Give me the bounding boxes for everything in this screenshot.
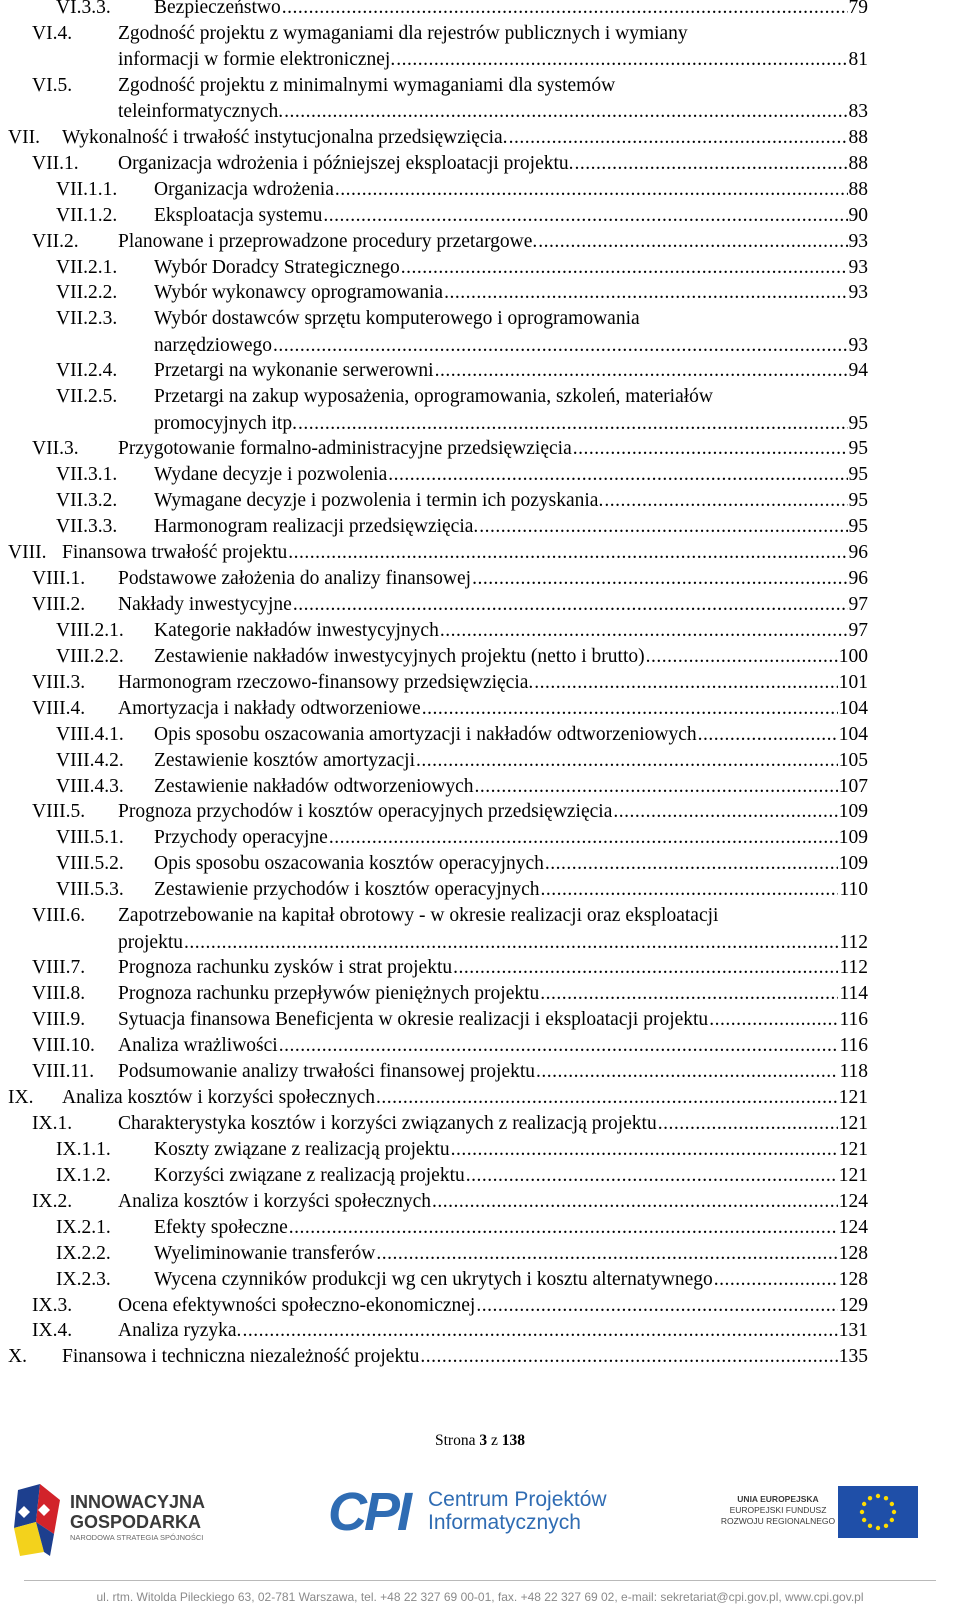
toc-entry-title: Finansowa i techniczna niezależność projektu	[62, 1346, 420, 1368]
toc-leader-dots	[479, 514, 847, 541]
eu-star-icon	[890, 1518, 894, 1522]
toc-entry-title: Wydane decyzje i pozwolenia	[154, 464, 388, 486]
toc-page-number: 95	[848, 464, 868, 486]
toc-entry-number: VII.2.1.	[56, 256, 118, 278]
toc-entry-number: VIII.2.	[32, 593, 86, 615]
toc-entry-number: VIII.9.	[32, 1009, 86, 1031]
toc-page-number: 116	[839, 1009, 868, 1031]
toc-page-number: 93	[848, 256, 868, 278]
eu-star-icon	[862, 1502, 866, 1506]
toc-entry-title: Koszty związane z realizacją projektu	[154, 1138, 450, 1160]
toc-entry[interactable]	[32, 1059, 868, 1086]
toc-entry-number: VIII.5.3.	[56, 879, 124, 901]
toc-entry-title: Zestawienie nakładów inwestycyjnych projektu (netto i brutto)	[154, 645, 645, 667]
eu-star-icon	[876, 1494, 880, 1498]
toc-entry[interactable]	[8, 540, 868, 567]
toc-leader-dots	[279, 1033, 839, 1060]
toc-page-number: 97	[848, 593, 868, 615]
toc-page-number: 116	[839, 1035, 868, 1056]
toc-entry[interactable]	[56, 1267, 868, 1294]
toc-entry-title: Charakterystyka kosztów i korzyści związanych z realizacją projektu	[118, 1112, 657, 1134]
toc-page-number: 112	[839, 931, 868, 953]
page-number: Strona 3 z 138	[435, 1432, 525, 1449]
toc-entry-title: Wyeliminowanie transferów	[154, 1242, 376, 1264]
toc-entry-title: Ocena efektywności społeczno-ekonomicznej	[118, 1294, 476, 1316]
toc-entry-title: Wykonalność i trwałość instytucjonalna przedsięwzięcia.	[62, 126, 508, 148]
toc-entry-title: Prognoza rachunku zysków i strat projektu	[118, 957, 453, 979]
toc-entry-number: VII.1.2.	[56, 204, 118, 226]
toc-entry[interactable]	[56, 774, 868, 801]
toc-entry-title: Opis sposobu oszacowania amortyzacji i nakładów odtworzeniowych	[154, 723, 697, 745]
toc-entry-title: Przychody operacyjne	[154, 827, 328, 849]
toc-entry-number: VII.1.	[32, 152, 79, 174]
toc-entry-title: Zestawienie nakładów odtworzeniowych	[154, 775, 474, 797]
toc-leader-dots	[388, 462, 847, 489]
toc-page-number: 131	[838, 1320, 868, 1342]
toc-entry-title: Zestawienie przychodów i kosztów operacyjnych	[154, 879, 540, 901]
toc-page-number: 79	[848, 0, 868, 18]
toc-entry[interactable]	[32, 1033, 868, 1060]
toc-leader-dots	[646, 644, 838, 671]
toc-leader-dots	[288, 540, 847, 567]
toc-leader-dots	[453, 955, 838, 982]
toc-leader-dots	[538, 229, 847, 256]
toc-leader-dots	[698, 722, 838, 749]
toc-page-number: 95	[848, 438, 868, 460]
toc-page-number: 96	[848, 567, 868, 589]
toc-entry-title: Bezpieczeństwo	[154, 0, 281, 18]
toc-entry[interactable]	[56, 177, 868, 204]
toc-entry-title: Wybór Doradcy Strategicznego	[154, 256, 400, 278]
toc-entry-title: Kategorie nakładów inwestycyjnych	[154, 619, 439, 641]
toc-page-number: 88	[848, 152, 868, 174]
toc-entry-number: VII.1.1.	[56, 178, 118, 200]
toc-entry-title: Przetargi na zakup wyposażenia, oprogramowania, szkoleń, materiałów	[154, 386, 713, 408]
toc-entry-number: IX.2.	[32, 1190, 73, 1212]
toc-entry-title: informacji w formie elektronicznej.	[118, 49, 396, 71]
toc-entry-title: Zapotrzebowanie na kapitał obrotowy - w okresie realizacji oraz eksploatacji	[118, 905, 719, 927]
toc-entry-number: IX.3.	[32, 1294, 73, 1316]
toc-entry-title: Wymagane decyzje i pozwolenia i termin ich pozyskania.	[154, 490, 604, 512]
toc-page-number: 101	[838, 671, 868, 693]
toc-entry[interactable]	[8, 125, 868, 152]
toc-entry-number: VIII.4.3.	[56, 775, 124, 797]
toc-entry[interactable]	[32, 1189, 868, 1216]
toc-entry-title: Prognoza przychodów i kosztów operacyjnych przedsięwzięcia	[118, 801, 613, 823]
toc-entry-number: X.	[8, 1346, 27, 1368]
toc-page-number: 114	[839, 983, 868, 1005]
toc-leader-dots	[284, 99, 847, 126]
toc-entry-title: Opis sposobu oszacowania kosztów operacyjnych	[154, 853, 544, 875]
toc-entry[interactable]	[56, 255, 868, 282]
toc-entry-number: VII.2.4.	[56, 360, 118, 382]
toc-entry-number: VIII.5.2.	[56, 853, 124, 875]
toc-entry-number: VI.5.	[32, 74, 73, 96]
toc-entry-title: projektu	[118, 931, 183, 953]
toc-leader-dots	[536, 1059, 838, 1086]
toc-entry[interactable]	[56, 203, 868, 230]
toc-entry[interactable]	[32, 670, 868, 697]
toc-entry-number: VIII.6.	[32, 905, 86, 927]
toc-page-number: 96	[848, 541, 868, 563]
toc-entry[interactable]	[56, 280, 868, 307]
toc-leader-dots	[472, 566, 847, 593]
toc-entry-title: Korzyści związane z realizacją projektu	[154, 1164, 465, 1186]
toc-entry[interactable]	[8, 1085, 868, 1112]
toc-leader-dots	[444, 280, 847, 307]
toc-entry-title: Wycena czynników produkcji wg cen ukrytych i kosztu alternatywnego	[154, 1268, 713, 1290]
toc-page-number: 83	[848, 101, 868, 123]
toc-entry-number: VIII.11.	[32, 1060, 95, 1082]
toc-entry-number: VIII.4.2.	[56, 749, 124, 771]
toc-page-number: 128	[838, 1268, 868, 1290]
toc-entry-title: Zgodność projektu z minimalnymi wymaganiami dla systemów	[118, 74, 616, 96]
toc-entry-title: Organizacja wdrożenia	[154, 178, 334, 200]
toc-page-number: 95	[848, 490, 868, 512]
toc-entry[interactable]	[56, 1137, 868, 1164]
toc-entry[interactable]	[56, 851, 868, 878]
toc-entry-number: VIII.	[8, 541, 47, 563]
toc-page-number: 121	[838, 1138, 868, 1160]
eu-star-icon	[884, 1496, 888, 1500]
toc-entry[interactable]	[56, 1215, 868, 1242]
toc-leader-dots	[298, 411, 848, 438]
toc-leader-dots	[709, 1007, 838, 1034]
footer-divider	[24, 1580, 936, 1581]
toc-entry-title: Efekty społeczne	[154, 1216, 288, 1238]
toc-page-number: 97	[848, 619, 868, 641]
toc-leader-dots	[416, 748, 838, 775]
eu-star-icon	[884, 1524, 888, 1528]
toc-leader-dots	[534, 670, 837, 697]
toc-page-number: 81	[848, 49, 868, 71]
toc-entry[interactable]	[32, 696, 868, 723]
toc-page-number: 93	[848, 230, 868, 252]
toc-entry-number: IX.1.	[32, 1112, 73, 1134]
toc-entry-number: VIII.2.2.	[56, 645, 124, 667]
toc-entry-title: Zestawienie kosztów amortyzacji	[154, 749, 415, 771]
toc-entry-title: Prognoza rachunku przepływów pieniężnych projektu	[118, 983, 540, 1005]
toc-entry[interactable]	[32, 1293, 868, 1320]
toc-page-number: 110	[839, 879, 868, 901]
toc-entry-number: IX.1.1.	[56, 1138, 111, 1160]
toc-entry[interactable]	[56, 306, 868, 359]
toc-entry[interactable]	[56, 514, 868, 541]
toc-entry-title: Przygotowanie formalno-administracyjne przedsięwzięcia	[118, 438, 572, 460]
toc-leader-dots	[658, 1111, 838, 1138]
toc-entry-title: Wybór dostawców sprzętu komputerowego i oprogramowania	[154, 308, 640, 330]
toc-page-number: 95	[848, 516, 868, 537]
toc-entry-title: Finansowa trwałość projektu	[62, 541, 288, 563]
toc-page-number: 135	[838, 1346, 868, 1368]
toc-entry-number: VII.3.	[32, 438, 79, 460]
toc-page-number: 88	[848, 126, 868, 148]
toc-entry[interactable]	[32, 1111, 868, 1138]
toc-entry[interactable]	[32, 151, 868, 178]
toc-entry-number: VIII.1.	[32, 567, 86, 589]
toc-entry[interactable]	[32, 1318, 868, 1345]
toc-entry-number: IX.1.2.	[56, 1164, 111, 1186]
toc-page-number: 118	[839, 1060, 868, 1082]
toc-entry[interactable]	[56, 384, 868, 437]
toc-leader-dots	[282, 0, 848, 22]
toc-entry[interactable]	[32, 436, 868, 463]
toc-entry[interactable]	[32, 592, 868, 619]
toc-leader-dots	[545, 851, 838, 878]
toc-entry[interactable]	[32, 903, 868, 956]
toc-leader-dots	[575, 151, 848, 178]
toc-page-number: 109	[838, 827, 868, 849]
toc-entry-number: VIII.8.	[32, 983, 86, 1005]
toc-entry-title: Podsumowanie analizy trwałości finansowej projektu	[118, 1060, 535, 1082]
toc-entry-title: Eksploatacja systemu	[154, 204, 323, 226]
toc-leader-dots	[293, 592, 848, 619]
toc-entry-number: VIII.5.	[32, 801, 86, 823]
toc-page-number: 124	[838, 1216, 868, 1238]
toc-entry-title: Nakłady inwestycyjne	[118, 593, 292, 615]
toc-entry-title: Analiza ryzyka.	[118, 1320, 242, 1342]
toc-entry-number: VII.2.2.	[56, 282, 118, 304]
toc-entry-number: VIII.10.	[32, 1035, 95, 1056]
eu-star-icon	[868, 1496, 872, 1500]
toc-entry-title: Analiza wrażliwości	[118, 1035, 278, 1056]
toc-entry-title: Planowane i przeprowadzone procedury przetargowe.	[118, 230, 538, 252]
toc-entry-title: narzędziowego	[154, 334, 273, 356]
toc-entry[interactable]	[32, 799, 868, 826]
toc-entry[interactable]	[56, 825, 868, 852]
toc-page-number: 129	[838, 1294, 868, 1316]
toc-leader-dots	[540, 981, 838, 1008]
eu-star-icon	[890, 1502, 894, 1506]
toc-leader-dots	[435, 358, 848, 385]
toc-entry[interactable]	[56, 618, 868, 645]
toc-entry-title: promocyjnych itp.	[154, 412, 297, 434]
toc-entry[interactable]	[56, 1241, 868, 1268]
toc-entry[interactable]	[56, 877, 868, 904]
toc-entry[interactable]	[56, 722, 868, 749]
toc-entry[interactable]	[32, 955, 868, 982]
toc-entry-number: IX.	[8, 1086, 34, 1108]
toc-leader-dots	[604, 488, 847, 515]
toc-entry-title: Harmonogram rzeczowo-finansowy przedsięwzięcia.	[118, 671, 534, 693]
toc-page-number: 88	[848, 178, 868, 200]
toc-leader-dots	[335, 177, 848, 204]
toc-page-number: 94	[848, 360, 868, 382]
toc-page-number: 95	[848, 412, 868, 434]
toc-entry[interactable]	[56, 488, 868, 515]
toc-entry-number: IX.2.1.	[56, 1216, 111, 1238]
toc-page-number: 121	[838, 1086, 868, 1108]
toc-leader-dots	[613, 799, 837, 826]
toc-entry-number: IX.2.2.	[56, 1242, 111, 1264]
toc-entry-number: VIII.3.	[32, 671, 86, 693]
innowacyjna-gospodarka-logo: INNOWACYJNA GOSPODARKA NARODOWA STRATEGIA SPÓJNOŚCI	[6, 1478, 246, 1568]
toc-entry[interactable]	[8, 1344, 868, 1371]
toc-leader-dots	[422, 696, 838, 723]
toc-entry-number: IX.4.	[32, 1320, 73, 1342]
toc-entry-title: Amortyzacja i nakłady odtworzeniowe	[118, 697, 421, 719]
toc-leader-dots	[420, 1344, 837, 1371]
toc-entry[interactable]	[56, 462, 868, 489]
toc-leader-dots	[289, 1215, 838, 1242]
toc-leader-dots	[509, 125, 848, 152]
toc-leader-dots	[376, 1241, 837, 1268]
toc-leader-dots	[376, 1085, 838, 1112]
toc-entry-title: Sytuacja finansowa Beneficjenta w okresie realizacji i eksploatacji projektu	[118, 1009, 709, 1031]
cpi-logo: CPI Centrum Projektów Informatycznych	[328, 1482, 607, 1542]
toc-entry-number: VIII.7.	[32, 957, 86, 979]
toc-leader-dots	[451, 1137, 838, 1164]
toc-entry-title: Zgodność projektu z wymaganiami dla rejestrów publicznych i wymiany	[118, 22, 688, 44]
toc-leader-dots	[401, 255, 848, 282]
toc-leader-dots	[329, 825, 838, 852]
toc-leader-dots	[273, 333, 847, 360]
toc-entry-number: VII.2.3.	[56, 308, 118, 330]
toc-entry-number: VIII.4.	[32, 697, 86, 719]
toc-leader-dots	[476, 1293, 837, 1320]
toc-leader-dots	[541, 877, 839, 904]
toc-page-number: 121	[838, 1164, 868, 1186]
toc-entry-number: VII.	[8, 126, 40, 148]
toc-entry[interactable]	[32, 1007, 868, 1034]
toc-page-number: 112	[839, 957, 868, 979]
toc-entry[interactable]	[32, 73, 868, 126]
toc-page-number: 93	[848, 282, 868, 304]
toc-page-number: 104	[838, 723, 868, 745]
toc-entry-number: VIII.5.1.	[56, 827, 124, 849]
toc-entry-title: Analiza kosztów i korzyści społecznych	[118, 1190, 431, 1212]
eu-flag-icon	[838, 1486, 918, 1538]
toc-leader-dots	[396, 47, 847, 74]
toc-entry-number: VII.3.3.	[56, 516, 118, 537]
toc-page-number: 107	[838, 775, 868, 797]
toc-entry-number: VIII.4.1.	[56, 723, 124, 745]
toc-entry[interactable]	[56, 1163, 868, 1190]
eu-star-icon	[860, 1510, 864, 1514]
toc-page-number: 105	[838, 749, 868, 771]
toc-entry-title: Wybór wykonawcy oprogramowania	[154, 282, 444, 304]
toc-page-number: 90	[848, 204, 868, 226]
toc-entry-number: VII.3.2.	[56, 490, 118, 512]
toc-entry-title: Analiza kosztów i korzyści społecznych	[62, 1086, 375, 1108]
eu-logo: UNIA EUROPEJSKA EUROPEJSKI FUNDUSZ ROZWOJU REGIONALNEGO	[720, 1486, 920, 1556]
toc-entry[interactable]	[56, 748, 868, 775]
eu-star-icon	[892, 1510, 896, 1514]
ig-emblem-icon	[10, 1482, 70, 1560]
toc-entry-title: Organizacja wdrożenia i późniejszej eksploatacji projektu.	[118, 152, 574, 174]
toc-page-number: 109	[838, 801, 868, 823]
toc-entry-number: VII.3.1.	[56, 464, 118, 486]
toc-entry-number: VII.2.	[32, 230, 79, 252]
logo-bar	[0, 1478, 960, 1568]
footer-address: ul. rtm. Witolda Pileckiego 63, 02-781 Warszawa, tel. +48 22 327 69 00-01, fax. +48 22 327 69 02, e-mail: sekretariat@cpi.gov.pl, www.cpi.gov.pl	[96, 1590, 864, 1604]
toc-page-number: 104	[838, 697, 868, 719]
toc-leader-dots	[573, 436, 848, 463]
toc-page-number: 124	[838, 1190, 868, 1212]
eu-star-icon	[862, 1518, 866, 1522]
toc-entry-title: Harmonogram realizacji przedsięwzięcia.	[154, 516, 479, 537]
toc-entry-number: VI.4.	[32, 22, 73, 44]
toc-entry-title: teleinformatycznych.	[118, 101, 284, 123]
toc-leader-dots	[242, 1318, 837, 1345]
toc-entry[interactable]	[56, 644, 868, 671]
toc-leader-dots	[323, 203, 847, 230]
toc-entry[interactable]	[56, 0, 868, 22]
toc-page-number: 109	[838, 853, 868, 875]
eu-star-icon	[876, 1526, 880, 1530]
toc-entry[interactable]	[32, 981, 868, 1008]
toc-entry[interactable]	[32, 566, 868, 593]
toc-entry[interactable]	[32, 229, 868, 256]
toc-page-number: 93	[848, 334, 868, 356]
toc-leader-dots	[466, 1163, 838, 1190]
toc-entry[interactable]	[56, 358, 868, 385]
toc-page-number: 100	[838, 645, 868, 667]
toc-leader-dots	[440, 618, 848, 645]
toc-page-number: 121	[838, 1112, 868, 1134]
toc-entry-number: VIII.2.1.	[56, 619, 124, 641]
toc-entry-title: Przetargi na wykonanie serwerowni	[154, 360, 434, 382]
toc-entry[interactable]	[32, 21, 868, 74]
toc-leader-dots	[474, 774, 837, 801]
toc-entry-title: Podstawowe założenia do analizy finansowej	[118, 567, 472, 589]
toc-leader-dots	[184, 930, 838, 957]
toc-page-number: 128	[838, 1242, 868, 1264]
toc-entry-number: VI.3.3.	[56, 0, 111, 18]
toc-leader-dots	[714, 1267, 838, 1294]
eu-star-icon	[868, 1524, 872, 1528]
toc-leader-dots	[432, 1189, 838, 1216]
toc-entry-number: IX.2.3.	[56, 1268, 111, 1290]
toc-entry-number: VII.2.5.	[56, 386, 118, 408]
